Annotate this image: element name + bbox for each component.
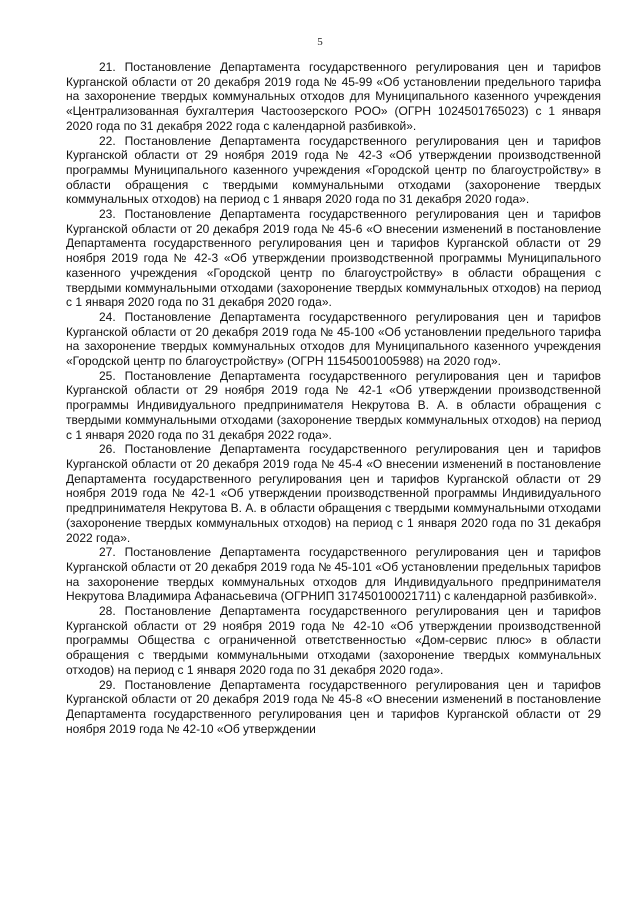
list-item: 24. Постановление Департамента государственного регулирования цен и тарифов Курганской области от 20 декабря 2019 года № 45-100 «Об установлении предельного тарифа на захоронение твердых коммунальных отходов для Муниципального казенного учреждения «Городской центр по благоустройству» (ОГРН 11545001005988) на 2020 год».	[66, 309, 601, 369]
list-item: 25. Постановление Департамента государственного регулирования цен и тарифов Курганской области от 29 ноября 2019 года № 42-1 «Об утверждении производственной программы Индивидуального предпринимателя Некрутова В. А. в области обращения с твердыми коммунальными отходами (захоронение твердых коммунальных отходов) на период с 1 января 2020 года по 31 декабря 2022 года».	[66, 368, 601, 442]
list-item: 29. Постановление Департамента государственного регулирования цен и тарифов Курганской области от 20 декабря 2019 года № 45-8 «О внесении изменений в постановление Департамента государственного регулирования цен и тарифов Курганской области от 29 ноября 2019 года № 42-10 «Об утверждении	[66, 677, 601, 736]
list-item: 27. Постановление Департамента государственного регулирования цен и тарифов Курганской области от 20 декабря 2019 года № 45-101 «Об установлении предельных тарифов на захоронение твердых коммунальных отходов для Индивидуального предпринимателя Некрутова Владимира Афанасьевича (ОГРНИП 317450100021711) с календарной разбивкой».	[66, 545, 601, 604]
list-item: 28. Постановление Департамента государственного регулирования цен и тарифов Курганской области от 29 ноября 2019 года № 42-10 «Об утверждении производственной программы Общества с ограниченной ответственностью «Дом-сервис плюс» в области обращения с твердыми коммунальными отходами (захоронение твердых коммунальных отходов) на период с 1 января 2020 года по 31 декабря 2020 года».	[66, 604, 601, 677]
list-item: 22. Постановление Департамента государственного регулирования цен и тарифов Курганской области от 29 ноября 2019 года № 42-3 «Об утверждении производственной программы Муниципального казенного учреждения «Городской центр по благоустройству» в области обращения с твердыми коммунальными отходами (захоронение твердых коммунальных отходов) на период с 1 января 2020 года по 31 декабря 2020 года».	[66, 133, 601, 207]
page-number: 5	[317, 36, 323, 48]
list-item: 23. Постановление Департамента государственного регулирования цен и тарифов Курганской области от 20 декабря 2019 года № 45-6 «О внесении изменений в постановление Департамента государственного регулирования цен и тарифов Курганской области от 29 ноября 2019 года № 42-3 «Об утверждении производственной программы Муниципального казенного учреждения «Городской центр по благоустройству» в области обращения с твердыми коммунальными отходами (захоронение твердых коммунальных отходов) на период с 1 января 2020 года по 31 декабря 2020 года».	[66, 207, 601, 310]
list-item: 21. Постановление Департамента государственного регулирования цен и тарифов Курганской области от 20 декабря 2019 года № 45-99 «Об установлении предельного тарифа на захоронение твердых коммунальных отходов для Муниципального казенного учреждения «Централизованная бухгалтерия Частоозерского РОО» (ОГРН 1024501765023) с 1 января 2020 года по 31 декабря 2022 года с календарной разбивкой».	[66, 60, 601, 133]
document-body	[66, 60, 601, 736]
list-item: 26. Постановление Департамента государственного регулирования цен и тарифов Курганской области от 20 декабря 2019 года № 45-4 «О внесении изменений в постановление Департамента государственного регулирования цен и тарифов Курганской области от 29 ноября 2019 года № 42-1 «Об утверждении производственной программы Индивидуального предпринимателя Некрутова В. А. в области обращения с твердыми коммунальными отходами (захоронение твердых коммунальных отходов) на период с 1 января 2020 года по 31 декабря 2022 года».	[66, 442, 601, 545]
